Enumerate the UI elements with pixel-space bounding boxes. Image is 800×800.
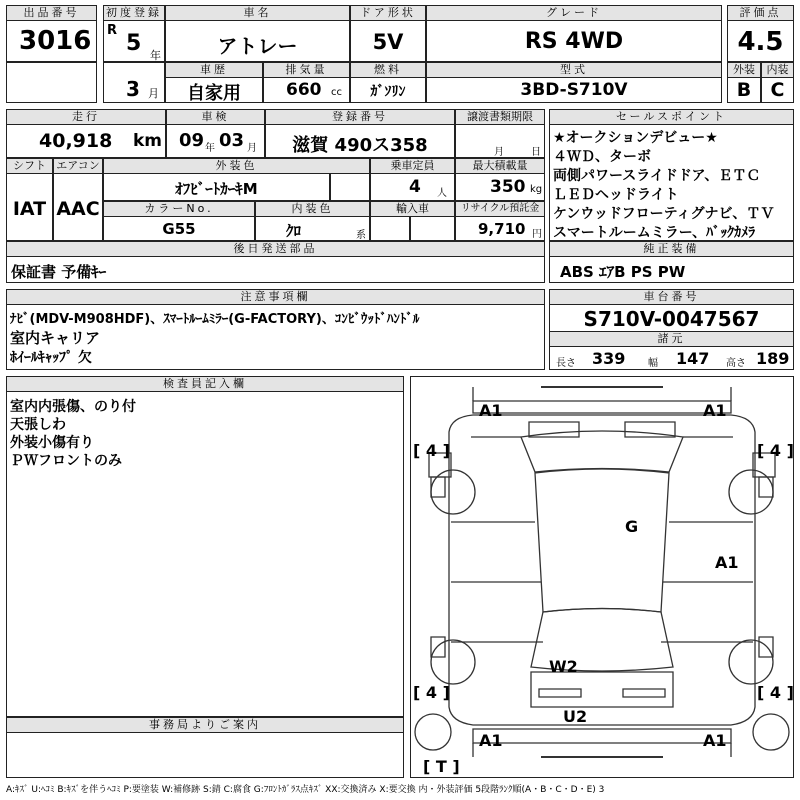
lot-no-cell: [6, 20, 97, 62]
chassis-cell: [549, 304, 794, 332]
mark-4-front-right: [ 4 ]: [757, 441, 794, 460]
color: ｵﾌﾋﾞｰﾄｶｰｷM: [175, 180, 258, 198]
model-cell: [426, 77, 722, 103]
sales-point: ４ＷＤ、ターボ: [553, 149, 651, 165]
era: R: [107, 23, 118, 38]
sales-point: ケンウッドフローティグナビ、ＴＶ: [553, 206, 775, 222]
equipment-header: 純正装備: [549, 241, 794, 257]
note-line: 室内キャリア: [10, 329, 101, 347]
fuel: ｶﾞｿﾘﾝ: [370, 84, 406, 100]
import-header: 輸入車: [370, 201, 455, 217]
capacity-header: 乗車定員: [370, 158, 455, 174]
model: 3BD-S710V: [520, 80, 628, 100]
inspector-line: ＰＷフロントのみ: [10, 453, 122, 469]
inspector-box: [6, 391, 404, 717]
model-header: 型式: [426, 62, 722, 78]
length: 339: [592, 349, 626, 368]
insp-month-unit: 月: [247, 143, 257, 154]
capacity: 4: [409, 177, 421, 197]
history: 自家用: [187, 83, 241, 104]
aircon-header: エアコン: [53, 158, 103, 174]
equipment-cell: [549, 256, 794, 283]
sales-point: 両側パワースライドドア、ＥＴＣ: [553, 168, 761, 184]
reg-year: 5: [126, 31, 142, 56]
mileage: 40,918: [39, 130, 113, 152]
legend: A:ｷｽﾞ U:ﾍｺﾐ B:ｷｽﾞを伴うﾍｺﾐ P:要塗装 W:補修跡 S:錆 C:腐食 G:ﾌﾛﾝﾄｶﾞﾗｽ点ｷｽﾞ XX:交換済み X:要交換 内・外装評価 5段階ﾗﾝｸ順(A・B・C・D・E) 3: [6, 785, 605, 795]
grade: RS 4WD: [524, 29, 624, 54]
first-reg-cell: [103, 20, 165, 62]
sales-point: ＬＥＤヘッドライト: [553, 187, 679, 203]
office-header: 事務局よりご案内: [6, 717, 404, 733]
first-reg-month-cell: [103, 62, 165, 103]
sales-points-box: [549, 124, 794, 241]
exterior-header: 外装: [727, 62, 761, 78]
transfer-cell: [455, 124, 545, 158]
mark-a1-front-right: A1: [703, 401, 727, 420]
max-load-cell: [455, 173, 545, 201]
door-type: 5V: [372, 30, 404, 54]
inspection-cell: [166, 124, 265, 158]
mark-g-windshield: G: [625, 517, 639, 536]
mileage-header: 走行: [6, 109, 166, 125]
year-unit: 年: [150, 49, 161, 62]
later-parts-header: 後日発送部品: [6, 241, 545, 257]
mark-u2-rear: U2: [563, 707, 588, 726]
first-reg-header: 初度登録: [103, 5, 165, 21]
chassis-header: 車台番号: [549, 289, 794, 305]
car-diagram-box: [410, 376, 794, 778]
score: 4.5: [737, 27, 784, 57]
inspector-line: 室内内張傷、のり付: [10, 399, 136, 415]
inspector-header: 検査員記入欄: [6, 376, 404, 392]
lot-no: 3016: [19, 26, 92, 56]
mark-a1-front-left: A1: [479, 401, 503, 420]
color-no-cell: [103, 216, 255, 241]
interior-grade-cell: [761, 77, 794, 103]
grade-header: グレード: [426, 5, 722, 21]
inspector-line: 天張しわ: [10, 417, 66, 433]
exterior-grade: B: [736, 79, 752, 101]
lot-no-header: 出品番号: [6, 5, 97, 21]
mark-4-rear-right: [ 4 ]: [757, 683, 794, 702]
later-parts-cell: [6, 256, 545, 283]
car-name: アトレー: [217, 34, 298, 58]
inspector-line: 外装小傷有り: [10, 435, 94, 451]
inspection-header: 車検: [166, 109, 265, 125]
exterior-grade-cell: [727, 77, 761, 103]
length-label: 長さ: [556, 358, 576, 369]
interior-header: 内装: [761, 62, 794, 78]
recycle-cell: [455, 216, 545, 241]
insp-month: 03: [219, 130, 245, 151]
interior-grade: C: [770, 79, 785, 101]
shift: IAT: [12, 198, 47, 220]
month-unit: 月: [148, 87, 159, 100]
mark-a1-rear-left: A1: [479, 731, 503, 750]
aircon: AAC: [56, 198, 100, 220]
int-color-cell: [255, 216, 370, 241]
yen-unit: 円: [532, 229, 542, 240]
max-load-header: 最大積載量: [455, 158, 545, 174]
import-cell-a: [370, 216, 410, 241]
history-cell: [165, 77, 263, 103]
cc-unit: cc: [331, 87, 342, 98]
mark-a1-rear-right: A1: [703, 731, 727, 750]
reg-no: 滋賀 490ス358: [292, 135, 428, 156]
car-name-cell: [165, 20, 350, 62]
mark-a1-right-side: A1: [715, 553, 739, 572]
width-label: 幅: [648, 358, 658, 369]
reg-no-cell: [265, 124, 455, 158]
width: 147: [676, 349, 710, 368]
capacity-cell: [370, 173, 455, 201]
door-header: ドア形状: [350, 5, 426, 21]
fuel-cell: [350, 77, 426, 103]
displacement: 660: [286, 80, 322, 100]
score-cell: [727, 20, 794, 62]
people-unit: 人: [437, 188, 447, 199]
car-diagram: [411, 377, 793, 777]
score-header: 評価点: [727, 5, 794, 21]
transfer-month: 月: [494, 147, 504, 158]
recycle-header: リサイクル預託金: [455, 201, 545, 217]
sales-point: スマートルームミラー、ﾊﾞｯｸｶﾒﾗ: [553, 225, 756, 241]
height-label: 高さ: [726, 358, 746, 369]
displacement-cell: [263, 77, 350, 103]
int-color-header: 内装色: [255, 201, 370, 217]
notes-header: 注意事項欄: [6, 289, 545, 305]
chassis-no: S710V-0047567: [583, 307, 760, 331]
kg-unit: kg: [530, 184, 543, 195]
reg-no-header: 登録番号: [265, 109, 455, 125]
color-header: 外装色: [103, 158, 370, 174]
history-header: 車歴: [165, 62, 263, 78]
office-box: [6, 732, 404, 778]
fuel-header: 燃料: [350, 62, 426, 78]
mark-4-front-left: [ 4 ]: [413, 441, 450, 460]
specs-cell: [549, 346, 794, 370]
equipment: ABS ｴｱB PS PW: [560, 263, 686, 281]
shift-header: シフト: [6, 158, 53, 174]
car-name-header: 車名: [165, 5, 350, 21]
shift-cell: [6, 173, 53, 241]
transfer-day: 日: [531, 147, 541, 158]
mark-t: [ T ]: [423, 757, 460, 776]
recycle: 9,710: [478, 220, 526, 238]
sales-point: ★オークションデビュー★: [553, 130, 718, 146]
aircon-cell: [53, 173, 103, 241]
mark-4-rear-left: [ 4 ]: [413, 683, 450, 702]
color-cell: [103, 173, 330, 201]
import-cell-b: [410, 216, 455, 241]
color-no: G55: [162, 220, 196, 238]
later-parts: 保証書 予備ｷｰ: [11, 263, 107, 281]
color-no-header: カラーNo.: [103, 201, 255, 217]
transfer-header: 譲渡書類期限: [455, 109, 545, 125]
grade-cell: [426, 20, 722, 62]
note-line: ﾅﾋﾞ(MDV-M908HDF)、ｽﾏｰﾄﾙｰﾑﾐﾗｰ(G-FACTORY)、ｺﾝﾋﾞｳｯﾄﾞﾊﾝﾄﾞﾙ: [10, 312, 420, 327]
mileage-cell: [6, 124, 166, 158]
insp-year: 09: [179, 130, 205, 151]
door-cell: [350, 20, 426, 62]
sales-points-header: セールスポイント: [549, 109, 794, 125]
max-load: 350: [490, 177, 526, 197]
note-line: ﾎｲｰﾙｷｬｯﾌﾟ 欠: [10, 350, 92, 366]
lot-no-blank: [6, 62, 97, 103]
reg-month: 3: [126, 77, 140, 101]
specs-header: 諸元: [549, 331, 794, 347]
int-color: ｸﾛ: [286, 222, 302, 240]
displacement-header: 排気量: [263, 62, 350, 78]
mark-w2-rear: W2: [549, 657, 578, 676]
km-unit: km: [133, 131, 163, 151]
kei-unit: 系: [356, 230, 366, 241]
height: 189: [756, 349, 790, 368]
notes-box: [6, 304, 545, 370]
color-blank: [330, 173, 370, 201]
insp-year-unit: 年: [205, 143, 215, 154]
